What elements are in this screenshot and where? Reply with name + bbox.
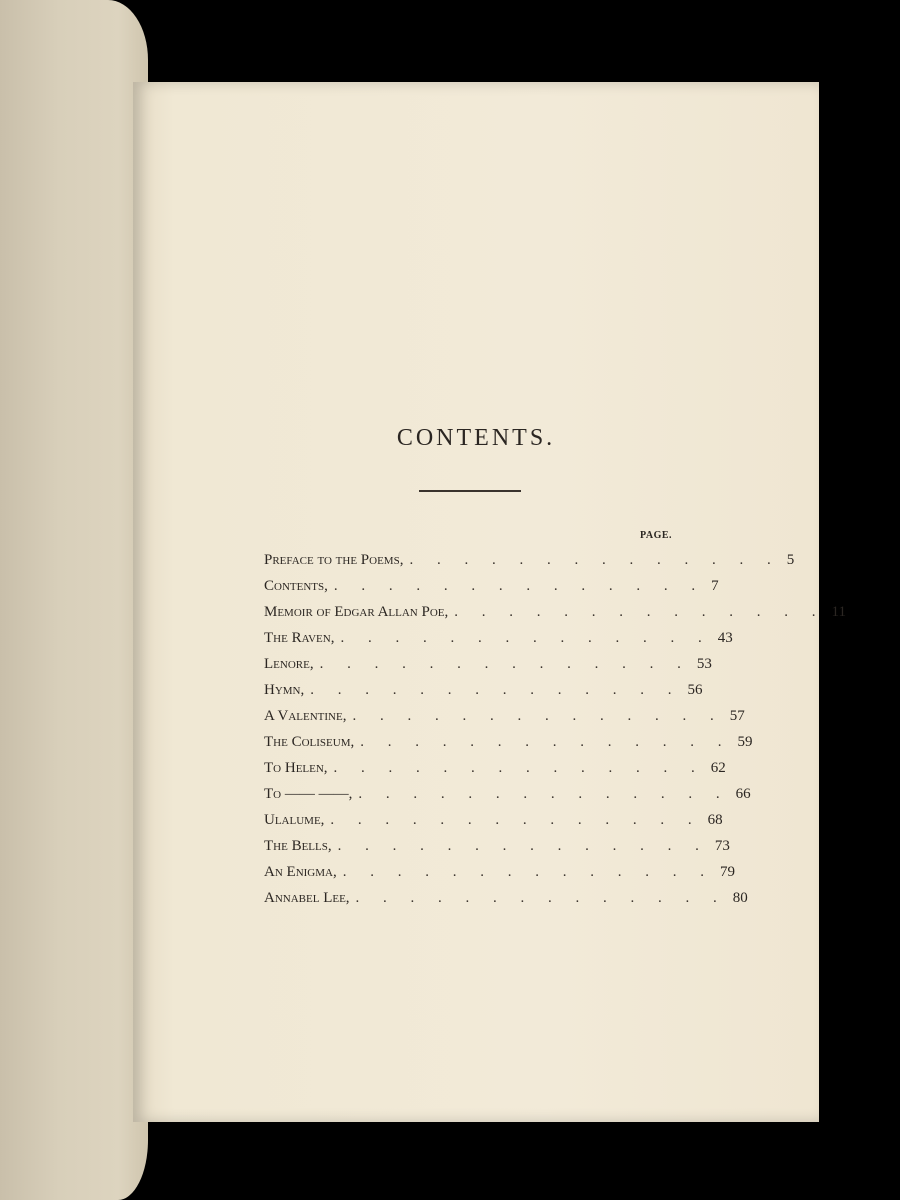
toc-entry-page: 43 bbox=[717, 630, 733, 646]
toc-entry-title: Memoir of Edgar Allan Poe, bbox=[264, 604, 449, 620]
leader-dots: . . . . . . . . . . . . . . bbox=[340, 630, 712, 646]
toc-entry-page: 80 bbox=[732, 890, 748, 906]
leader-dots: . . . . . . . . . . . . . . bbox=[409, 552, 781, 568]
toc-row bbox=[264, 708, 745, 734]
toc-entry-page: 53 bbox=[696, 656, 712, 672]
toc-row bbox=[264, 682, 703, 708]
toc-row bbox=[264, 604, 846, 630]
toc-row bbox=[264, 734, 753, 760]
toc-entry-page: 73 bbox=[714, 838, 730, 854]
page-title: CONTENTS. bbox=[396, 425, 556, 451]
toc-entry-title: Contents, bbox=[264, 578, 328, 594]
toc-entry-page: 68 bbox=[707, 812, 723, 828]
toc-entry-page: 79 bbox=[719, 864, 735, 880]
left-page bbox=[0, 0, 148, 1200]
page-column-header: PAGE. bbox=[640, 530, 673, 541]
toc-entry-title: The Bells, bbox=[264, 838, 332, 854]
toc-row bbox=[264, 760, 726, 786]
toc-entry-title: To —— ——, bbox=[264, 786, 353, 802]
toc-row bbox=[264, 812, 723, 838]
title-rule bbox=[419, 490, 521, 492]
toc-entry-title: Ulalume, bbox=[264, 812, 325, 828]
toc-entry-page: 56 bbox=[687, 682, 703, 698]
leader-dots: . . . . . . . . . . . . . . bbox=[337, 838, 709, 854]
toc-entry-title: The Raven, bbox=[264, 630, 335, 646]
toc-entry-title: An Enigma, bbox=[264, 864, 337, 880]
toc-row bbox=[264, 864, 735, 890]
toc-entry-page: 5 bbox=[786, 552, 795, 568]
leader-dots: . . . . . . . . . . . . . . bbox=[333, 760, 705, 776]
toc-entry-title: Annabel Lee, bbox=[264, 890, 350, 906]
toc-row bbox=[264, 630, 733, 656]
toc-row bbox=[264, 890, 748, 916]
leader-dots: . . . . . . . . . . . . . . bbox=[352, 708, 724, 724]
toc-row bbox=[264, 552, 795, 578]
leader-dots: . . . . . . . . . . . . . . bbox=[355, 890, 727, 906]
leader-dots: . . . . . . . . . . . . . . bbox=[358, 786, 730, 802]
toc-entry-title: To Helen, bbox=[264, 760, 328, 776]
toc-entry-page: 59 bbox=[737, 734, 753, 750]
toc-row bbox=[264, 578, 719, 604]
toc-entry-page: 66 bbox=[735, 786, 751, 802]
table-of-contents bbox=[264, 552, 846, 916]
leader-dots: . . . . . . . . . . . . . . bbox=[454, 604, 826, 620]
right-page bbox=[133, 82, 846, 1122]
leader-dots: . . . . . . . . . . . . . . bbox=[319, 656, 691, 672]
toc-row bbox=[264, 786, 751, 812]
toc-row bbox=[264, 656, 712, 682]
leader-dots: . . . . . . . . . . . . . . bbox=[333, 578, 706, 594]
toc-entry-title: The Coliseum, bbox=[264, 734, 355, 750]
toc-entry-page: 11 bbox=[831, 604, 846, 620]
toc-entry-page: 57 bbox=[729, 708, 745, 724]
leader-dots: . . . . . . . . . . . . . . bbox=[310, 682, 682, 698]
toc-entry-title: Lenore, bbox=[264, 656, 314, 672]
leader-dots: . . . . . . . . . . . . . . bbox=[360, 734, 732, 750]
toc-entry-title: Preface to the Poems, bbox=[264, 552, 404, 568]
toc-entry-title: Hymn, bbox=[264, 682, 305, 698]
leader-dots: . . . . . . . . . . . . . . bbox=[330, 812, 702, 828]
toc-entry-title: A Valentine, bbox=[264, 708, 347, 724]
toc-row bbox=[264, 838, 730, 864]
leader-dots: . . . . . . . . . . . . . . bbox=[342, 864, 714, 880]
toc-entry-page: 7 bbox=[711, 578, 719, 594]
toc-entry-page: 62 bbox=[710, 760, 726, 776]
